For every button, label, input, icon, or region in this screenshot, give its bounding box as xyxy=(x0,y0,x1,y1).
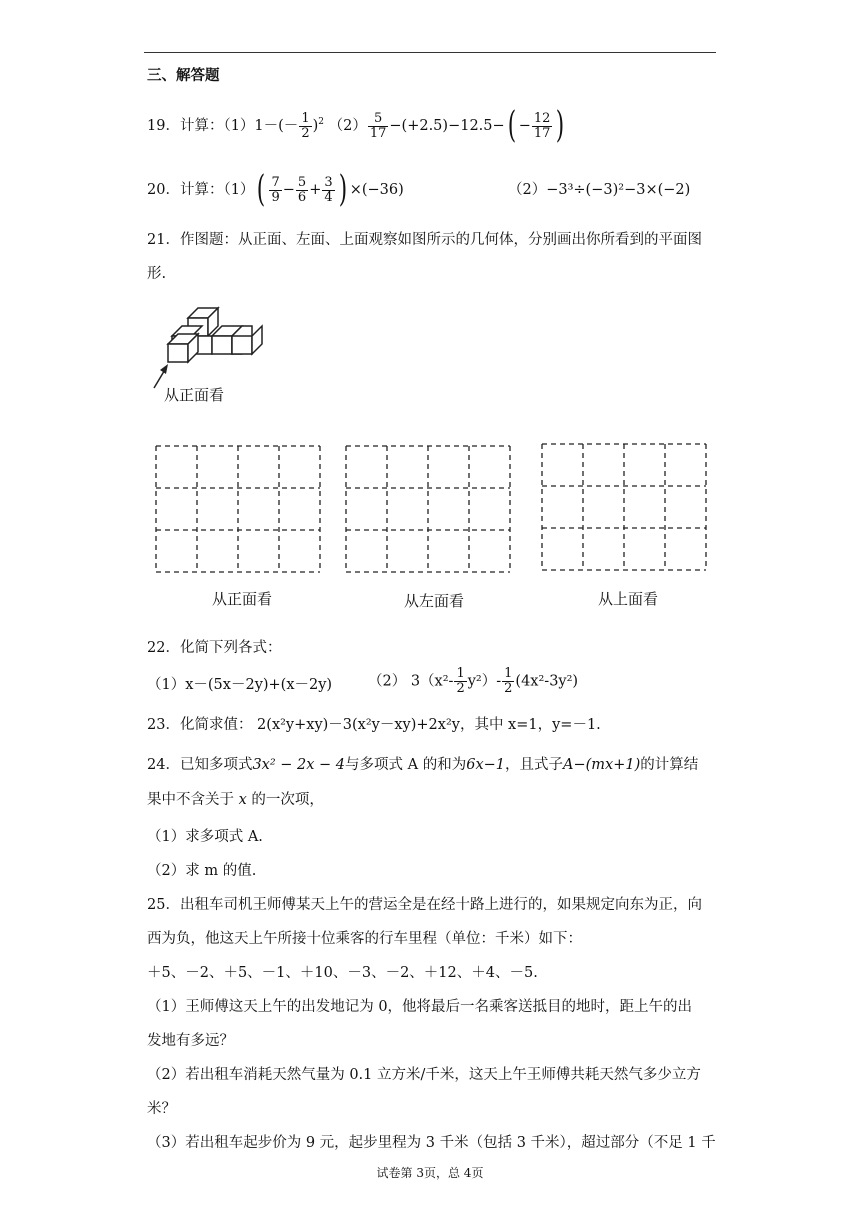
fraction: $\frac{1}{2}$ xyxy=(301,110,310,141)
question-22-part1: （1）x－(5x－2y)+(x－2y) xyxy=(147,677,333,693)
fraction: $\frac{5}{17}$ xyxy=(369,110,387,141)
question-25-sub1b: 发地有多远？ xyxy=(147,1033,234,1049)
fraction: $\frac{12}{17}$ xyxy=(533,110,551,141)
question-24-sub1: （1）求多项式 A. xyxy=(147,829,263,845)
question-25-sub3a: （3）若出租车起步价为 9 元，起步里程为 3 千米（包括 3 千米），超过部分（不足 1 千 xyxy=(147,1135,716,1151)
fraction: $\frac{1}{2}$ xyxy=(456,666,465,696)
grid-caption-top: 从上面看 xyxy=(598,590,659,608)
header-rule xyxy=(144,52,716,53)
fraction: $\frac{1}{2}$ xyxy=(504,666,513,696)
grid-top xyxy=(536,438,716,578)
question-23: 23．化简求值： 2(x²y+xy)－3(x²y－xy)+2x²y，其中 x=1，y=－1. xyxy=(147,717,601,733)
question-24-sub2: （2）求 m 的值. xyxy=(147,863,257,879)
question-25-line1: 25．出租车司机王师傅某天上午的营运全是在经十路上进行的，如果规定向东为正，向 xyxy=(147,897,702,913)
grid-caption-left: 从左面看 xyxy=(404,592,465,610)
question-21-line1: 21．作图题：从正面、左面、上面观察如图所示的几何体，分别画出你所看到的平面图 xyxy=(147,232,702,248)
grid-front xyxy=(150,440,330,580)
page-footer: 试卷第 3页，总 4页 xyxy=(376,1166,484,1180)
question-25-sub2b: 米？ xyxy=(147,1101,176,1117)
question-20: 20．计算：（1）( $\frac{7}{9}$ − $\frac{5}{6}$ + $\frac{3}{4}$ ) ×(−36) xyxy=(147,169,404,210)
figure-label: 从正面看 xyxy=(164,386,225,404)
question-25-line2: 西为负，他这天上午所接十位乘客的行车里程（单位：千米）如下： xyxy=(147,931,582,947)
question-22-part2: （2） 3（x²- $\frac{1}{2}$ y²）- $\frac{1}{2}$ (4x²-3y²) xyxy=(368,666,579,696)
question-22-title: 22．化简下列各式： xyxy=(147,640,282,656)
grid-caption-front: 从正面看 xyxy=(212,590,273,608)
question-25-sub1a: （1）王师傅这天上午的出发地记为 0，他将最后一名乘客送抵目的地时，距上午的出 xyxy=(147,999,693,1015)
grid-left xyxy=(340,440,520,580)
fraction: $\frac{7}{9}$ xyxy=(271,174,280,205)
question-20-part2: （2）−3³÷(−3)²−3×(−2) xyxy=(508,182,691,198)
fraction: $\frac{3}{4}$ xyxy=(324,174,333,205)
question-19: 19．计算：（1）1－(－ $\frac{1}{2}$ )$^2$ （2） $\frac{5}{17}$ −(+2.5)−12.5−( − $\frac{12}{17}$ ) xyxy=(147,105,565,146)
question-24-line2: 果中不含关于 x 的一次项， xyxy=(147,792,324,808)
section-title: 三、解答题 xyxy=(147,68,220,84)
question-25-sub2a: （2）若出租车消耗天然气量为 0.1 立方米/千米，这天上午王师傅共耗天然气多少立方 xyxy=(147,1067,701,1083)
fraction: $\frac{5}{6}$ xyxy=(297,174,307,205)
question-24-line1: 24．已知多项式3x² − 2x − 4与多项式 A 的和为6x−1，且式子A−(mx+1)的计算结 xyxy=(147,757,699,773)
question-21-line2: 形. xyxy=(147,266,167,282)
question-25-data: ＋5、－2、＋5、－1、＋10、－3、－2、＋12、＋4、－5. xyxy=(147,965,538,981)
